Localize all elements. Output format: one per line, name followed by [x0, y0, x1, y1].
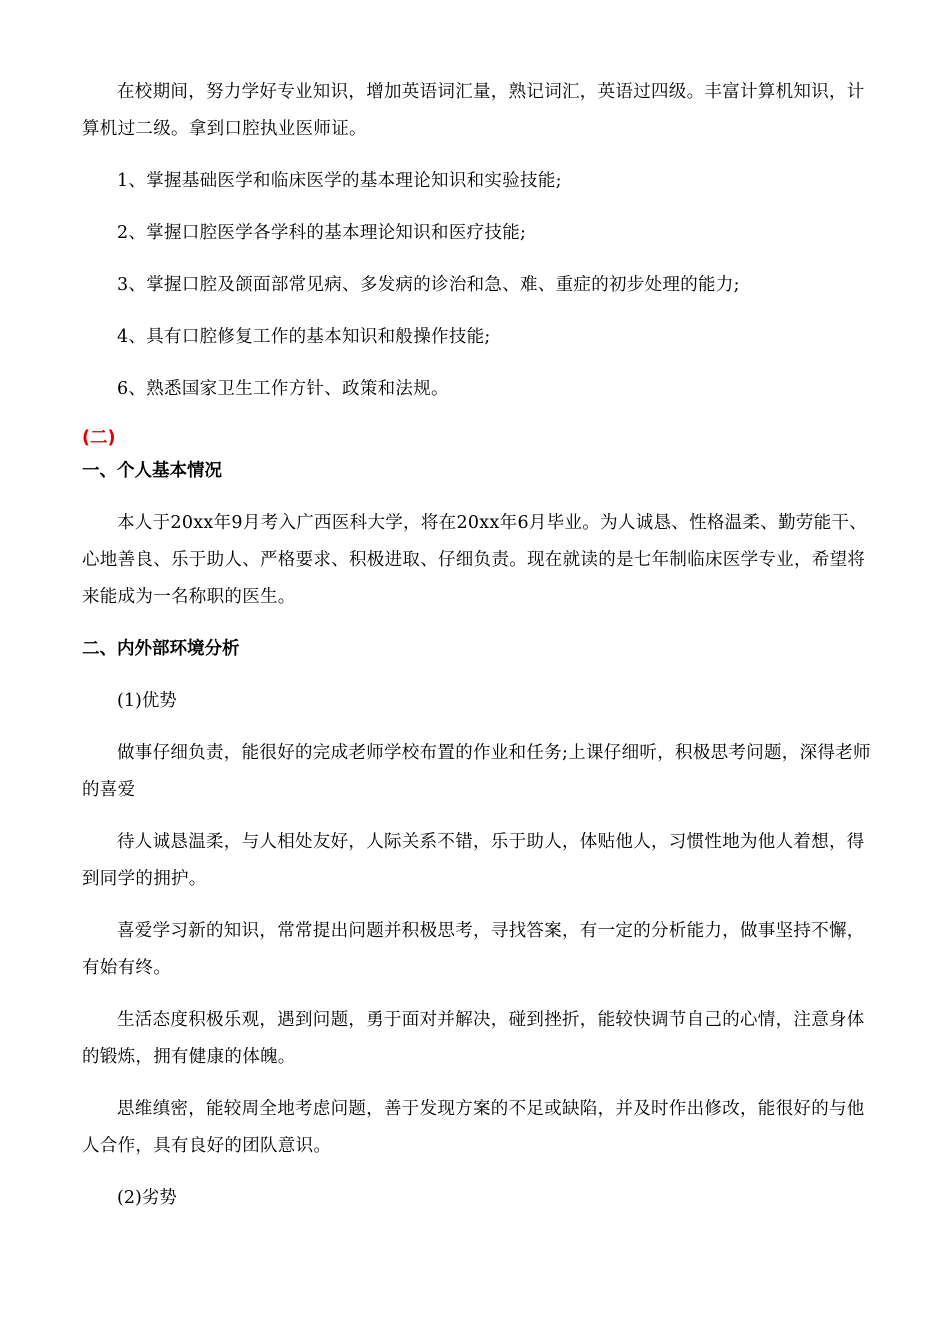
section2-heading: 二、内外部环境分析: [82, 639, 240, 659]
skill-item: 4、具有口腔修复工作的基本知识和般操作技能;: [117, 327, 491, 347]
skill-item: 6、熟悉国家卫生工作方针、政策和法规。: [117, 379, 449, 399]
section1-heading: 一、个人基本情况: [82, 461, 222, 481]
section-marker: (二): [82, 428, 116, 448]
strength-paragraph: 生活态度积极乐观，遇到问题，勇于面对并解决，碰到挫折，能较快调节自己的心情，注意身体的锻炼，拥有健康的体魄。: [82, 1010, 865, 1067]
weaknesses-label: (2)劣势: [117, 1188, 177, 1208]
strength-paragraph: 待人诚恳温柔，与人相处友好，人际关系不错，乐于助人，体贴他人，习惯性地为他人着想，得到同学的拥护。: [82, 832, 865, 889]
strength-paragraph: 做事仔细负责，能很好的完成老师学校布置的作业和任务;上课仔细听，积极思考问题，深得老师的喜爱: [82, 743, 871, 800]
skill-item: 3、掌握口腔及颌面部常见病、多发病的诊治和急、难、重症的初步处理的能力;: [117, 275, 740, 295]
section1-body: 本人于20xx年9月考入广西医科大学，将在20xx年6月毕业。为人诚恳、性格温柔、勤劳能干、心地善良、乐于助人、严格要求、积极进取、仔细负责。现在就读的是七年制临床医学专业，希望将来能成为一名称职的医生。: [82, 513, 868, 607]
strengths-label: (1)优势: [117, 691, 177, 711]
skill-item: 2、掌握口腔医学各学科的基本理论知识和医疗技能;: [117, 223, 527, 243]
document-page: [82, 74, 872, 1232]
strength-paragraph: 喜爱学习新的知识，常常提出问题并积极思考，寻找答案，有一定的分析能力，做事坚持不懈，有始有终。: [82, 921, 865, 978]
skills-list: [82, 163, 872, 408]
strength-paragraph: 思维缜密，能较周全地考虑问题，善于发现方案的不足或缺陷，并及时作出修改，能很好的与他人合作，具有良好的团队意识。: [82, 1099, 865, 1156]
intro-paragraph: 在校期间，努力学好专业知识，增加英语词汇量，熟记词汇，英语过四级。丰富计算机知识，计算机过二级。拿到口腔执业医师证。: [82, 82, 865, 139]
skill-item: 1、掌握基础医学和临床医学的基本理论知识和实验技能;: [117, 171, 562, 191]
